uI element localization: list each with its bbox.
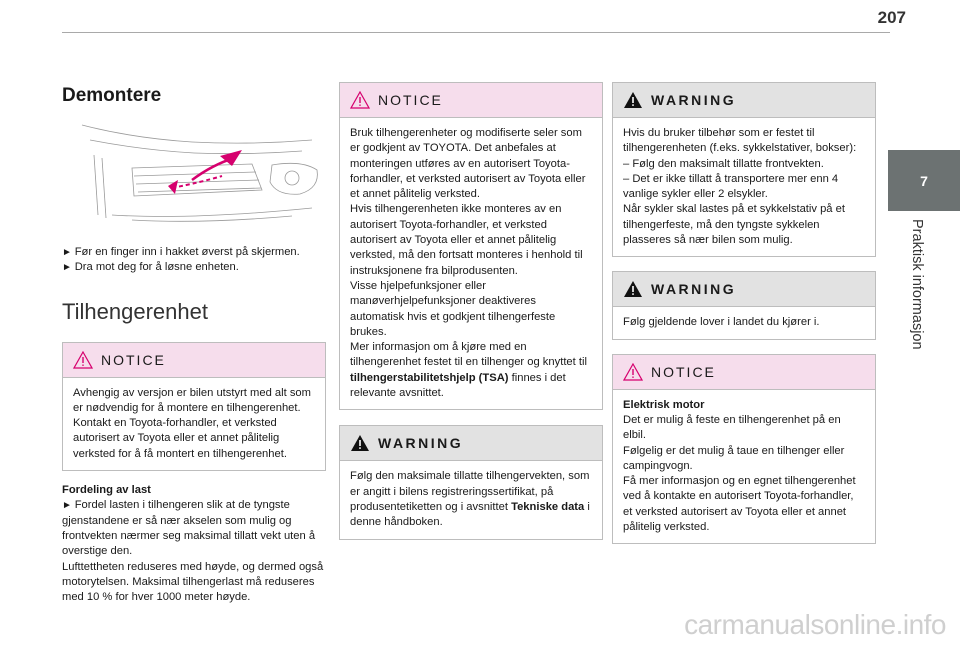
notice-label: NOTICE bbox=[651, 363, 716, 380]
notice-text bbox=[350, 126, 592, 401]
caution-triangle-icon bbox=[623, 363, 643, 381]
warning-box-2 bbox=[612, 82, 876, 257]
chapter-tab[interactable]: 7 bbox=[888, 150, 960, 211]
chapter-title: Praktisk informasjon bbox=[909, 219, 925, 350]
notice-header bbox=[613, 355, 875, 390]
notice-box-2 bbox=[339, 82, 603, 410]
demontere-step-2: ► Dra mot deg for å løsne enheten. bbox=[62, 260, 326, 275]
warning-text: Følg gjeldende lover i landet du kjører i. bbox=[623, 316, 820, 329]
notice-box-3 bbox=[612, 354, 876, 545]
warning-label: WARNING bbox=[651, 281, 737, 298]
notice-text-main: Bruk tilhengerenheter og modifiserte seler som er godkjent av TOYOTA. Det anbefales at monteringen utføres av en autorisert Toyota-forhandler, et verksted autorisert av Toyota eller et annet pålitelig verksted. Hvis tilhengerenheten ikke monteres av en autorisert Toyota-forhandler, et verksted autorisert av Toyota eller et annet pålitelig verksted, må den fortsatt monteres i henhold til instruksjonene fra bilprodusenten. Visse hjelpefunksjoner eller manøverhjelpefunksjoner deaktiveres automatisk hvis et godkjent tilhengerfeste brukes. Mer informasjon om å kjøre med en tilhengerenhet festet til en tilhenger og knyttet til bbox=[350, 127, 587, 369]
warning-text-main: Følg den maksimale tillatte tilhengervekten, som er angitt i bilens registreringssertifikat, på produsentetiketten og i avsnittet bbox=[350, 470, 590, 513]
section-title-tilhengerenhet: Tilhengerenhet bbox=[62, 298, 208, 324]
warning-label: WARNING bbox=[378, 435, 464, 452]
notice-label: NOTICE bbox=[101, 351, 166, 368]
load-title: Fordeling av last bbox=[62, 484, 151, 497]
load-step: ► Fordel lasten i tilhengeren slik at de tyngste gjenstandene er så nær akselen som mulig og frontvekten nærmer seg maksimal tillatt vekt uten å overstige den. bbox=[62, 498, 326, 559]
notice-title: Elektrisk motor bbox=[623, 398, 705, 411]
bumper-illustration bbox=[72, 120, 322, 230]
notice-text-end: finnes i det relevante avsnittet. bbox=[350, 371, 566, 400]
warning-text-end: i denne håndboken. bbox=[350, 500, 590, 529]
column-middle bbox=[339, 82, 603, 540]
warning-header bbox=[340, 426, 602, 461]
load-text: Lufttettheten reduseres med høyde, og dermed også motorytelsen. Maksimal tilhengerlast må reduseres med 10 % for hver 1000 meter høyde. bbox=[62, 560, 324, 604]
warning-box-1 bbox=[339, 425, 603, 539]
demontere-step-1: ► Før en finger inn i hakket øverst på skjermen. bbox=[62, 245, 326, 260]
notice-text: Det er mulig å feste en tilhengerenhet på en elbil. Følgelig er det mulig å taue en tilhenger eller campingvogn. Få mer informasjon og en egnet tilhengerenhet ved å kontakte en autorisert Toyota-forhandler, et verksted autorisert av Toyota eller et annet pålitelig verksted. bbox=[623, 413, 856, 534]
warning-text-bold: Tekniske data bbox=[511, 500, 585, 513]
watermark: carmanualsonline.info bbox=[684, 609, 946, 640]
warning-triangle-icon bbox=[623, 280, 643, 298]
column-right bbox=[612, 82, 876, 544]
warning-header bbox=[613, 83, 875, 118]
warning-triangle-icon bbox=[350, 434, 370, 452]
top-divider bbox=[62, 32, 890, 33]
caution-triangle-icon bbox=[350, 91, 370, 109]
caution-triangle-icon bbox=[73, 351, 93, 369]
notice-header bbox=[340, 83, 602, 118]
notice-text: Avhengig av versjon er bilen utstyrt med alt som er nødvendig for å montere en tilhengerenhet. Kontakt en Toyota-forhandler, et verksted autorisert av Toyota eller et annet pålitelig verksted for å få montert en tilhengerenhet. bbox=[73, 386, 311, 460]
page-number: 207 bbox=[877, 8, 906, 27]
notice-header bbox=[63, 343, 325, 378]
warning-label: WARNING bbox=[651, 92, 737, 108]
heading-demontere: Demontere bbox=[62, 85, 162, 106]
warning-text: Hvis du bruker tilbehør som er festet til tilhengerenheten (f.eks. sykkelstativer, bokser): – Følg den maksimalt tillatte frontvekten. – Det er ikke tillatt å transportere mer enn 4 vanlige sykler eller 2 elsykler. Når sykler skal lastes på et sykkelstativ på et tilhengerfeste, må den tyngste sykkelen plasseres så nær bilen som mulig. bbox=[623, 127, 857, 247]
notice-text-bold: tilhengerstabilitetshjelp (TSA) bbox=[350, 371, 509, 384]
notice-box-1 bbox=[62, 342, 326, 471]
column-left bbox=[62, 82, 326, 605]
warning-triangle-icon bbox=[623, 91, 643, 109]
warning-text bbox=[350, 469, 592, 530]
warning-header bbox=[613, 272, 875, 307]
notice-label: NOTICE bbox=[378, 92, 443, 108]
warning-box-3 bbox=[612, 271, 876, 339]
